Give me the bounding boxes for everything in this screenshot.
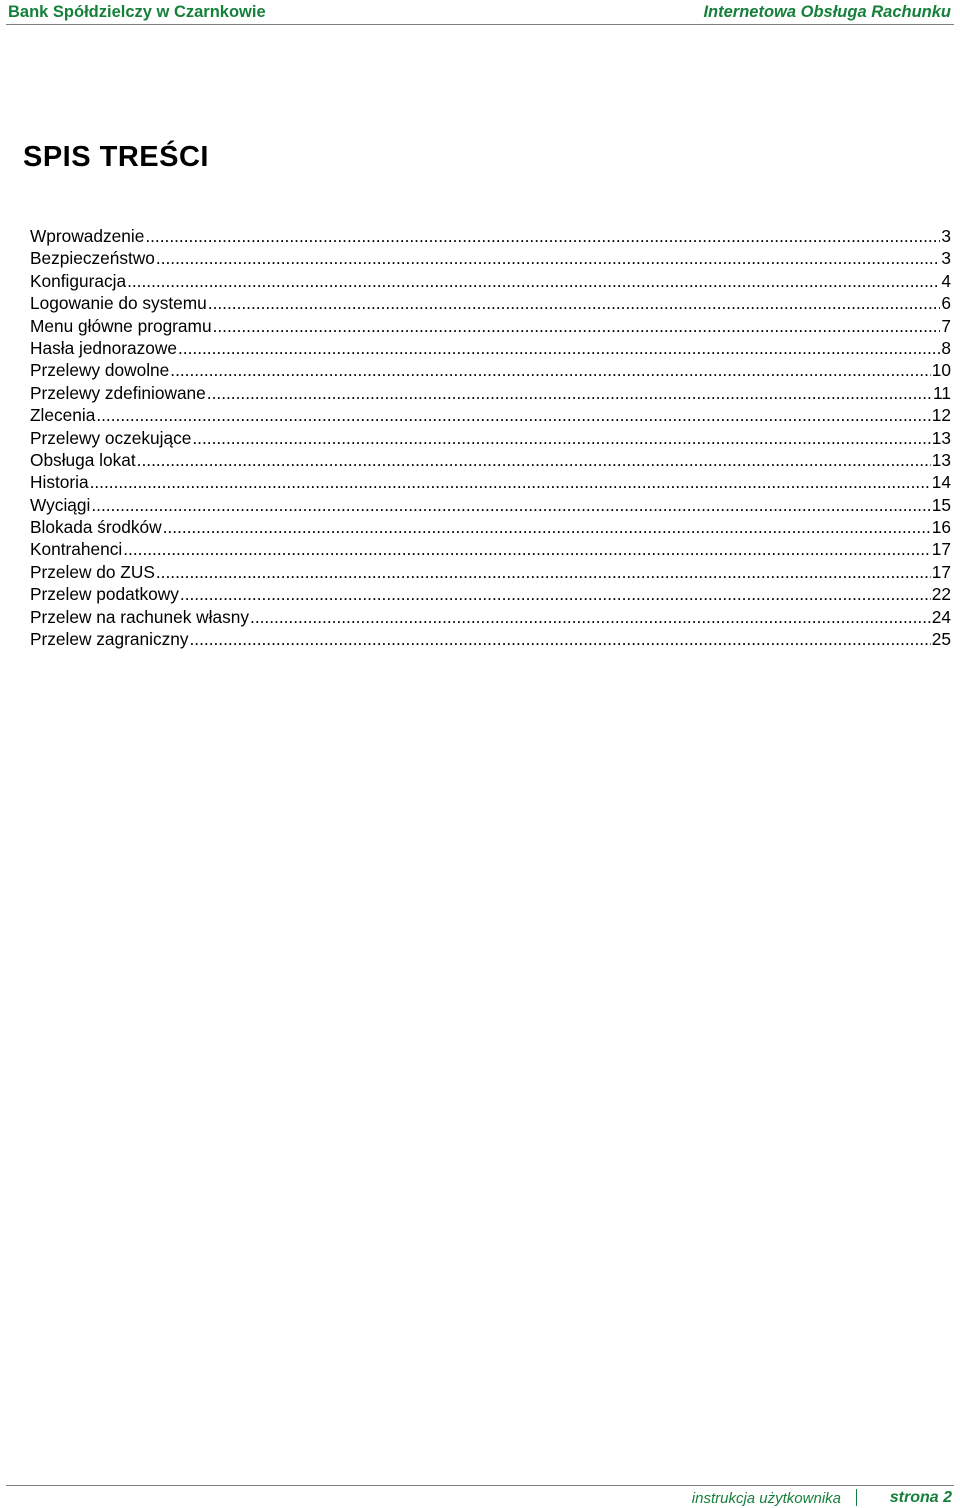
- toc-entry-page: 24: [931, 606, 951, 627]
- toc-entry-label: Historia: [30, 472, 89, 493]
- document-name: instrukcja użytkownika: [691, 1490, 841, 1507]
- toc-entry[interactable]: [30, 270, 951, 292]
- toc-entry[interactable]: [30, 382, 951, 404]
- toc-entry-label: Hasła jednorazowe: [30, 337, 177, 358]
- toc-entry-label: Bezpieczeństwo: [30, 248, 155, 269]
- dot-leader: [208, 292, 941, 314]
- toc-entry[interactable]: [30, 292, 951, 314]
- toc-entry-label: Wprowadzenie: [30, 226, 145, 246]
- footer-separator: [856, 1489, 857, 1506]
- toc-entry-label: Zlecenia: [30, 405, 96, 426]
- toc-entry-label: Wyciągi: [30, 494, 91, 515]
- toc-entry-label: Przelewy oczekujące: [30, 427, 192, 448]
- dot-leader: [178, 337, 940, 359]
- dot-leader: [123, 538, 931, 560]
- toc-entry[interactable]: [30, 247, 951, 269]
- dot-leader: [170, 359, 930, 381]
- dot-leader: [207, 382, 932, 404]
- toc-entry-page: 22: [931, 584, 951, 605]
- toc-entry-label: Logowanie do systemu: [30, 293, 207, 314]
- dot-leader: [137, 449, 931, 471]
- toc-entry[interactable]: [30, 561, 951, 583]
- toc-entry[interactable]: [30, 516, 951, 538]
- toc-entry-label: Konfiguracja: [30, 270, 127, 291]
- toc-entry-label: Przelew na rachunek własny: [30, 606, 250, 627]
- toc-entry[interactable]: [30, 628, 951, 650]
- dot-leader: [90, 471, 931, 493]
- toc-entry-label: Przelewy zdefiniowane: [30, 382, 206, 403]
- toc-entry-page: 8: [941, 337, 951, 358]
- toc-entry-page: 14: [931, 472, 951, 493]
- toc-entry-page: 15: [931, 494, 951, 515]
- toc-entry[interactable]: [30, 471, 951, 493]
- toc-entry[interactable]: [30, 337, 951, 359]
- toc-entry-page: 10: [931, 360, 951, 381]
- bank-name: Bank Spółdzielczy w Czarnkowie: [8, 3, 266, 21]
- toc-entry-page: 3: [941, 226, 951, 246]
- dot-leader: [91, 494, 930, 516]
- toc-entry-page: 16: [931, 517, 951, 538]
- toc-entry-label: Przelew do ZUS: [30, 561, 155, 582]
- toc-entry[interactable]: [30, 404, 951, 426]
- toc-entry-label: Menu główne programu: [30, 315, 212, 336]
- toc-entry-label: Przelew zagraniczny: [30, 629, 189, 650]
- toc-entry[interactable]: [30, 427, 951, 449]
- dot-leader: [189, 628, 930, 650]
- dot-leader: [156, 247, 940, 269]
- toc-entry-page: 7: [941, 315, 951, 336]
- toc-entry-label: Przelew podatkowy: [30, 584, 179, 605]
- toc-entry[interactable]: [30, 225, 951, 247]
- dot-leader: [145, 225, 940, 247]
- table-of-contents: [30, 225, 951, 650]
- toc-entry-label: Kontrahenci: [30, 539, 123, 560]
- dot-leader: [156, 561, 931, 583]
- toc-entry-page: 3: [941, 248, 951, 269]
- toc-entry[interactable]: [30, 606, 951, 628]
- toc-entry-page: 4: [941, 270, 951, 291]
- dot-leader: [213, 315, 941, 337]
- system-name: Internetowa Obsługa Rachunku: [703, 3, 951, 21]
- toc-entry-label: Przelewy dowolne: [30, 360, 170, 381]
- toc-entry-page: 25: [931, 629, 951, 650]
- toc-entry-label: Obsługa lokat: [30, 449, 136, 470]
- toc-entry-page: 12: [931, 405, 951, 426]
- toc-entry-page: 13: [931, 427, 951, 448]
- dot-leader: [192, 427, 930, 449]
- dot-leader: [250, 606, 931, 628]
- toc-entry-label: Blokada środków: [30, 517, 162, 538]
- page-header: [6, 0, 954, 25]
- toc-entry-page: 13: [931, 449, 951, 470]
- toc-entry[interactable]: [30, 538, 951, 560]
- toc-entry[interactable]: [30, 583, 951, 605]
- dot-leader: [96, 404, 930, 426]
- page-number: strona 2: [889, 1489, 952, 1506]
- toc-entry[interactable]: [30, 359, 951, 381]
- dot-leader: [163, 516, 931, 538]
- toc-entry-page: 6: [941, 293, 951, 314]
- toc-entry-page: 11: [933, 382, 951, 403]
- dot-leader: [180, 583, 931, 605]
- toc-title: SPIS TREŚCI: [23, 141, 209, 173]
- toc-entry-page: 17: [931, 539, 951, 560]
- toc-entry[interactable]: [30, 315, 951, 337]
- toc-entry-page: 17: [931, 561, 951, 582]
- page-footer: [6, 1485, 954, 1508]
- toc-entry[interactable]: [30, 494, 951, 516]
- dot-leader: [127, 270, 940, 292]
- toc-entry[interactable]: [30, 449, 951, 471]
